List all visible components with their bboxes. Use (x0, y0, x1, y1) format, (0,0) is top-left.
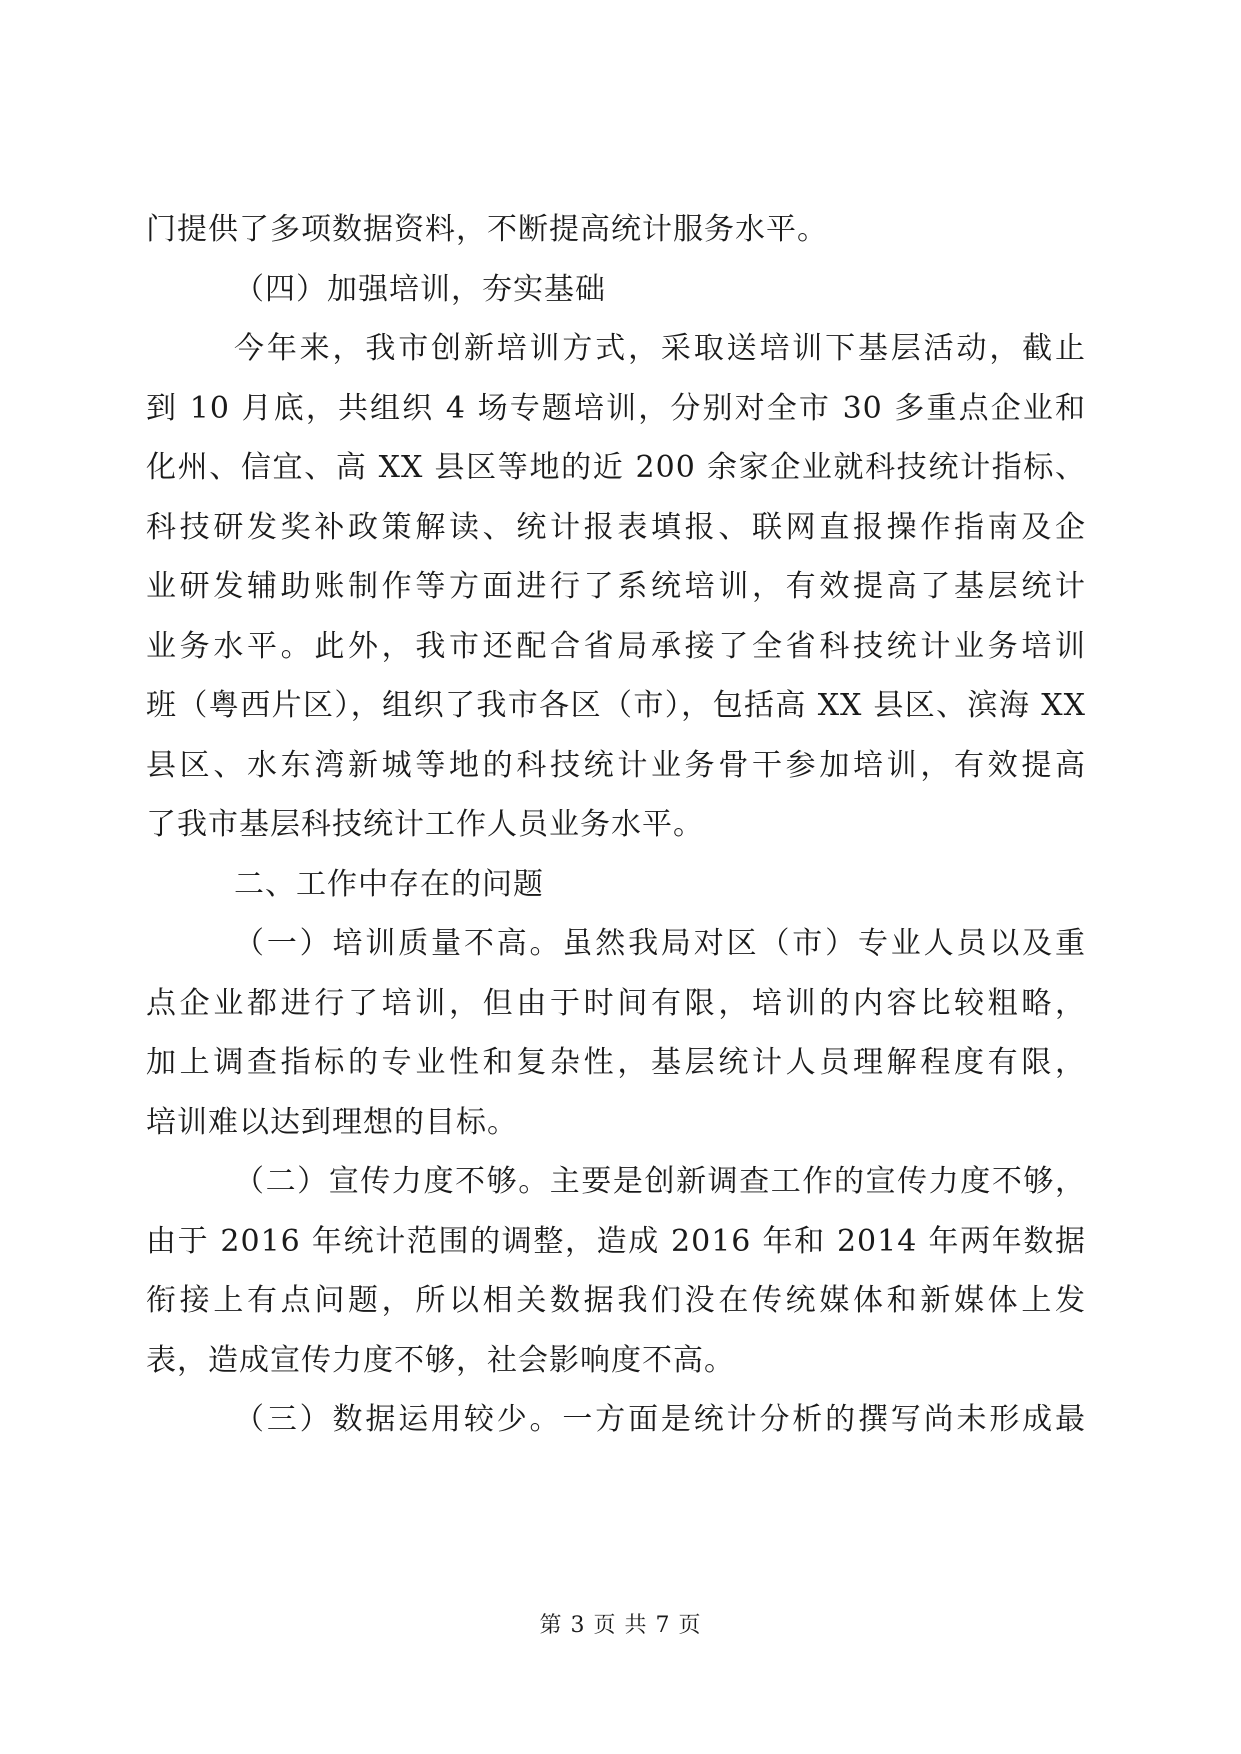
text-line: 由于 2016 年统计范围的调整，造成 2016 年和 2014 年两年数据 (146, 1223, 1086, 1259)
text-line: 加上调查指标的专业性和复杂性，基层统计人员理解程度有限， (146, 1045, 1086, 1080)
text-line: 科技研发奖补政策解读、统计报表填报、联网直报操作指南及企 (146, 509, 1086, 545)
text-line: 衔接上有点问题，所以相关数据我们没在传统媒体和新媒体上发 (146, 1283, 1086, 1318)
page-footer: 第 3 页 共 7 页 (539, 1613, 702, 1638)
text-line: 表，造成宣传力度不够，社会影响度不高。 (146, 1342, 735, 1378)
text-line: 二、工作中存在的问题 (234, 866, 544, 902)
text-line: 县区、水东湾新城等地的科技统计业务骨干参加培训，有效提高 (146, 747, 1086, 783)
text-line: 门提供了多项数据资料，不断提高统计服务水平。 (146, 212, 828, 247)
text-line: 了我市基层科技统计工作人员业务水平。 (146, 807, 704, 842)
text-line: 业研发辅助账制作等方面进行了系统培训，有效提高了基层统计 (146, 569, 1086, 604)
text-line: 到 10 月底，共组织 4 场专题培训，分别对全市 30 多重点企业和 (146, 390, 1086, 426)
text-line: 班（粤西片区），组织了我市各区（市），包括高 XX 县区、滨海 XX (146, 688, 1086, 723)
text-line: 培训难以达到理想的目标。 (146, 1104, 518, 1140)
text-line: 化州、信宜、高 XX 县区等地的近 200 余家企业就科技统计指标、 (146, 450, 1086, 485)
text-line: （三）数据运用较少。一方面是统计分析的撰写尚未形成最 (234, 1402, 1086, 1437)
text-line: 业务水平。此外，我市还配合省局承接了全省科技统计业务培训 (146, 628, 1086, 664)
text-line: （一）培训质量不高。虽然我局对区（市）专业人员以及重 (234, 926, 1086, 961)
text-line: 点企业都进行了培训，但由于时间有限，培训的内容比较粗略， (146, 985, 1086, 1021)
text-line: （四）加强培训，夯实基础 (234, 271, 606, 307)
text-line: 今年来，我市创新培训方式，采取送培训下基层活动，截止 (234, 331, 1086, 366)
body-text (146, 200, 1086, 1450)
text-line: （二）宣传力度不够。主要是创新调查工作的宣传力度不够， (234, 1164, 1086, 1199)
